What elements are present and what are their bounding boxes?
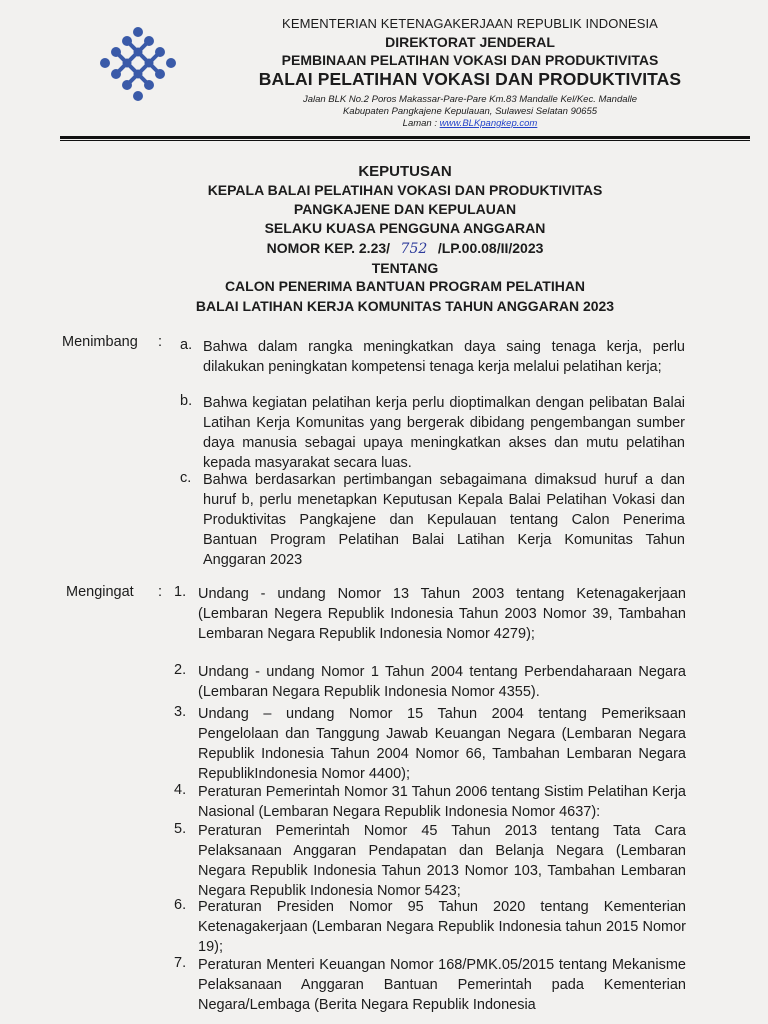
decree-subject-line-2: BALAI LATIHAN KERJA KOMUNITAS TAHUN ANGGARAN 2023 <box>195 298 615 314</box>
menimbang-colon: : <box>158 334 163 350</box>
letterhead-divider <box>60 136 750 139</box>
directorate-name: DIREKTORAT JENDERAL <box>385 34 555 50</box>
office-name: BALAI PELATIHAN VOKASI DAN PRODUKTIVITAS <box>258 69 682 89</box>
decree-number-suffix: /LP.00.08/II/2023 <box>437 240 544 256</box>
mengingat-item-1: Undang - undang Nomor 13 Tahun 2003 tentang Ketenagakerjaan (Lembaran Negera Republik Indonesia Tahun 2003 Nomor 39, Tambahan Lembaran Negara Republik Indonesia Nomor 4279); <box>198 586 686 642</box>
mengingat-marker-7: 7. <box>174 955 187 971</box>
decree-number-prefix: NOMOR KEP. 2.23/ <box>266 240 391 256</box>
mengingat-marker-5: 5. <box>174 821 187 837</box>
decree-title: KEPUTUSAN <box>358 163 452 180</box>
decree-issuer-line-2: PANGKAJENE DAN KEPULAUAN <box>293 201 517 217</box>
menimbang-item-b: Bahwa kegiatan pelatihan kerja perlu dioptimalkan dengan pelibatan Balai Latihan Kerja Komunitas yang bergerak dibidang pengembangan sumber daya manusia sebagai upaya meningkatkan akses dan mutu pelatihan kepada masyarakat secara luas. <box>203 395 685 471</box>
menimbang-label: Menimbang <box>62 334 138 350</box>
mengingat-item-7: Peraturan Menteri Keuangan Nomor 168/PMK.05/2015 tentang Mekanisme Pelaksanaan Anggaran Bantuan Pemerintah pada Kementerian Negara/Lembaga (Berita Negara Republik Indonesia <box>198 957 686 1013</box>
decree-number-handwritten: 752 <box>400 241 428 257</box>
website-line <box>190 118 750 129</box>
decree-number <box>60 240 750 257</box>
menimbang-item-c: Bahwa berdasarkan pertimbangan sebagaimana dimaksud huruf a dan huruf b, perlu menetapkan Keputusan Kepala Balai Pelatihan Vokasi dan Produktivitas Pangkajene dan Kepulauan tentang Calon Penerima Bantuan Program Pelatihan Balai Latihan Kerja Komunitas Tahun Anggaran 2023 <box>203 472 685 568</box>
menimbang-marker-c: c. <box>180 470 192 486</box>
mengingat-item-3: Undang – undang Nomor 15 Tahun 2004 tentang Pemeriksaan Pengelolaan dan Tanggung Jawab Keuangan Negara (Lembaran Negara Republik Indonesia Tahun 2004 Nomor 66, Tambahan Lembaran Negara RepublikIndonesia Nomor 4400); <box>198 706 686 782</box>
mengingat-item-6: Peraturan Presiden Nomor 95 Tahun 2020 tentang Kementerian Ketenagakerjaan (Lembaran Negara Republik Indonesia tahun 2015 Nomor 19); <box>198 899 686 955</box>
menimbang-marker-b: b. <box>180 393 193 409</box>
mengingat-item-2: Undang - undang Nomor 1 Tahun 2004 tentang Perbendaharaan Negara (Lembaran Negara Republik Indonesia Nomor 4355). <box>198 664 686 700</box>
decree-about-label: TENTANG <box>371 260 439 276</box>
address-line-1: Jalan BLK No.2 Poros Makassar-Pare-Pare Km.83 Mandalle Kel/Kec. Mandalle <box>302 94 638 105</box>
mengingat-marker-6: 6. <box>174 897 187 913</box>
decree-issuer-line-1: KEPALA BALAI PELATIHAN VOKASI DAN PRODUKTIVITAS <box>207 182 603 198</box>
mengingat-marker-2: 2. <box>174 662 187 678</box>
website-link[interactable]: www.BLKpangkep.com <box>439 118 538 129</box>
mengingat-label: Mengingat <box>66 584 134 600</box>
mengingat-marker-1: 1. <box>174 584 187 600</box>
mengingat-marker-4: 4. <box>174 782 187 798</box>
decree-issuer-line-3: SELAKU KUASA PENGGUNA ANGGARAN <box>264 220 546 236</box>
ministry-logo-icon <box>98 26 178 106</box>
website-label: Laman : <box>402 118 437 129</box>
mengingat-item-5: Peraturan Pemerintah Nomor 45 Tahun 2013 tentang Tata Cara Pelaksanaan Anggaran Pendapatan dan Belanja Negara (Lembaran Negara Republik Indonesia Tahun 2013 Nomor 103, Tambahan Lembaran Negara Republik Indonesia Nomor 5423; <box>198 823 686 899</box>
mengingat-marker-3: 3. <box>174 704 187 720</box>
menimbang-marker-a: a. <box>180 337 193 353</box>
division-name: PEMBINAAN PELATIHAN VOKASI DAN PRODUKTIVITAS <box>281 52 659 68</box>
ministry-name: KEMENTERIAN KETENAGAKERJAAN REPUBLIK INDONESIA <box>282 16 658 31</box>
address-line-2: Kabupaten Pangkajene Kepulauan, Sulawesi Selatan 90655 <box>342 106 598 117</box>
mengingat-colon: : <box>158 584 163 600</box>
mengingat-item-4: Peraturan Pemerintah Nomor 31 Tahun 2006 tentang Sistim Pelatihan Kerja Nasional (Lembaran Negara Republik Indonesia Nomor 4637): <box>198 784 686 820</box>
decree-subject-line-1: CALON PENERIMA BANTUAN PROGRAM PELATIHAN <box>224 278 586 294</box>
letterhead-divider-thin <box>60 140 750 141</box>
menimbang-item-a: Bahwa dalam rangka meningkatkan daya saing tenaga kerja, perlu dilakukan peningkatan kompetensi tenaga kerja melalui pelatihan kerja; <box>203 339 685 375</box>
